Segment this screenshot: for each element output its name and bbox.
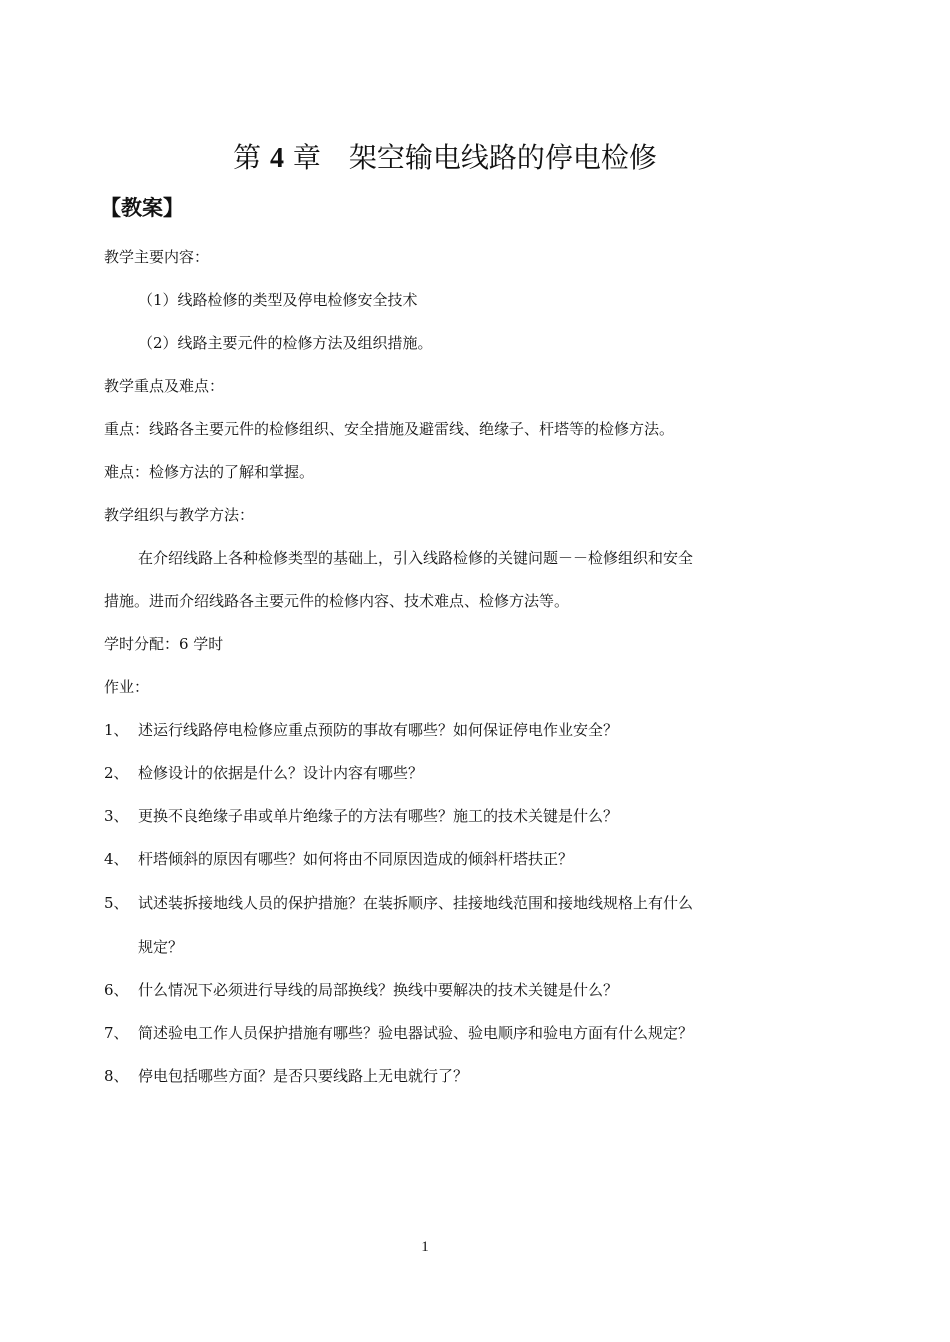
homework-item-number: 6、 xyxy=(104,981,129,999)
homework-item-text: 更换不良绝缘子串或单片绝缘子的方法有哪些？施工的技术关键是什么？ xyxy=(138,807,619,825)
homework-item-text: 试述装拆接地线人员的保护措施？在装拆顺序、挂接地线范围和接地线规格上有什么 xyxy=(138,894,694,912)
difficulty-text: 难点：检修方法的了解和掌握。 xyxy=(104,463,315,481)
homework-item-text: 杆塔倾斜的原因有哪些？如何将由不同原因造成的倾斜杆塔扶正？ xyxy=(138,850,574,868)
homework-item-number: 8、 xyxy=(104,1067,129,1085)
hours-text: 学时分配：6 学时 xyxy=(104,635,224,653)
homework-label: 作业： xyxy=(104,678,150,696)
chapter-suffix: 章 xyxy=(292,141,321,174)
chapter-name: 架空输电线路的停电检修 xyxy=(348,141,657,174)
homework-item-number: 2、 xyxy=(104,764,129,782)
method-paragraph-line-1: 在介绍线路上各种检修类型的基础上，引入线路检修的关键问题－－检修组织和安全 xyxy=(138,549,694,567)
homework-item-continuation: 规定？ xyxy=(138,938,184,956)
homework-item-text: 停电包括哪些方面？是否只要线路上无电就行了？ xyxy=(138,1067,469,1085)
homework-item-text: 检修设计的依据是什么？设计内容有哪些？ xyxy=(138,764,424,782)
method-paragraph-line-2: 措施。进而介绍线路各主要元件的检修内容、技术难点、检修方法等。 xyxy=(104,592,570,610)
homework-item-number: 1、 xyxy=(104,721,129,739)
content-label: 教学主要内容： xyxy=(104,248,210,266)
page-number: 1 xyxy=(421,1239,429,1255)
homework-item-number: 5、 xyxy=(104,894,129,912)
homework-item-number: 4、 xyxy=(104,850,129,868)
chapter-number: 4 xyxy=(269,143,284,174)
homework-item-number: 7、 xyxy=(104,1024,129,1042)
content-item-2: （2）线路主要元件的检修方法及组织措施。 xyxy=(138,334,433,352)
section-heading: 【教案】 xyxy=(100,195,184,220)
homework-item-text: 简述验电工作人员保护措施有哪些？验电器试验、验电顺序和验电方面有什么规定？ xyxy=(138,1024,694,1042)
homework-item-number: 3、 xyxy=(104,807,129,825)
method-label: 教学组织与教学方法： xyxy=(104,506,255,524)
homework-item-text: 述运行线路停电检修应重点预防的事故有哪些？如何保证停电作业安全？ xyxy=(138,721,619,739)
focus-label: 教学重点及难点： xyxy=(104,377,225,395)
homework-item-text: 什么情况下必须进行导线的局部换线？换线中要解决的技术关键是什么？ xyxy=(138,981,619,999)
chapter-title xyxy=(0,138,890,179)
chapter-prefix: 第 xyxy=(233,141,262,174)
key-point-text: 重点：线路各主要元件的检修组织、安全措施及避雷线、绝缘子、杆塔等的检修方法。 xyxy=(104,420,675,438)
content-item-1: （1）线路检修的类型及停电检修安全技术 xyxy=(138,291,418,309)
